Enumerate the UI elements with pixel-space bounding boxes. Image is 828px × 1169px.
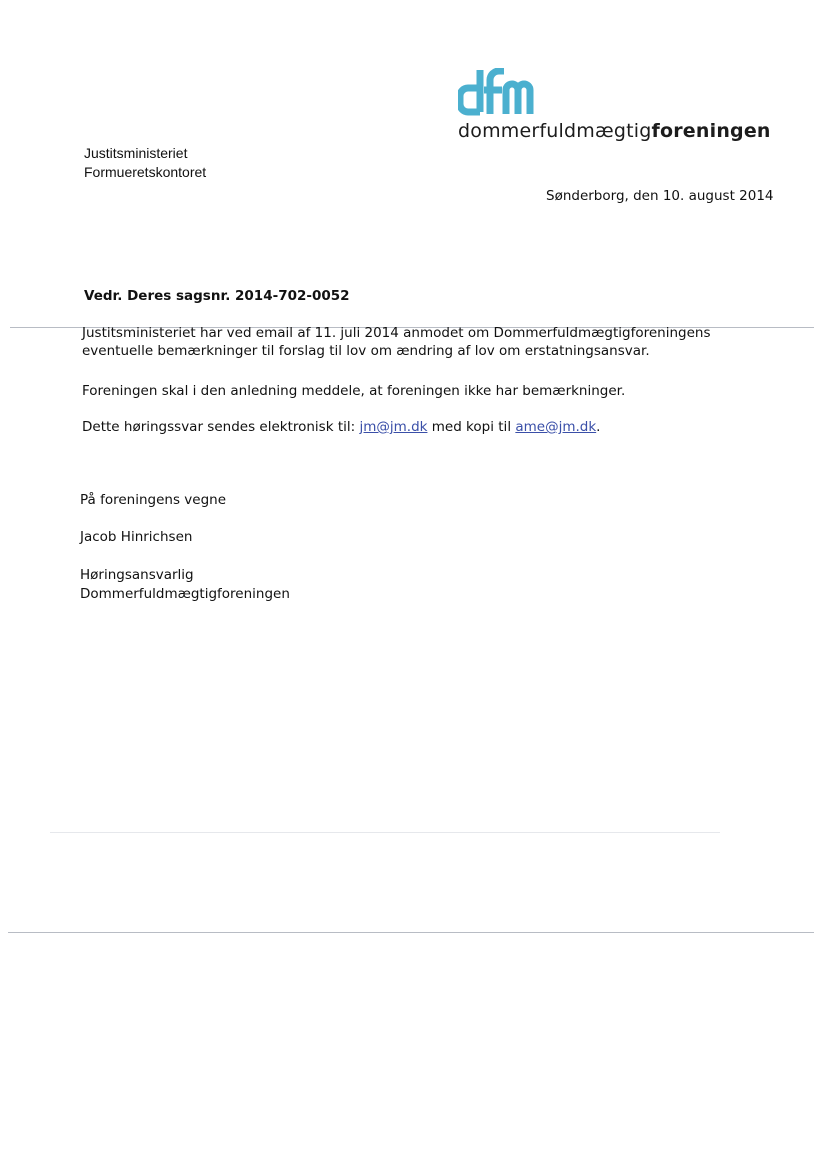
p3-prefix: Dette høringssvar sendes elektronisk til: (82, 419, 360, 435)
body-paragraph-1-line-1: Justitsministeriet har ved email af 11. juli 2014 anmodet om Dommerfuldmægtigforeningens (82, 325, 711, 341)
body-paragraph-3 (82, 418, 600, 436)
dfm-logo-icon (458, 68, 538, 116)
body-paragraph-1-line-2: eventuelle bemærkninger til forslag til lov om ændring af lov om erstatningsansvar. (82, 343, 650, 359)
p3-suffix: . (596, 419, 601, 435)
letter-subject: Vedr. Deres sagsnr. 2014-702-0052 (84, 288, 350, 304)
p3-middle: med kopi til (427, 419, 516, 435)
scan-artifact-line (50, 832, 720, 833)
body-paragraph-2: Foreningen skal i den anledning meddele, at foreningen ikke har bemærkninger. (82, 383, 626, 399)
recipient-line-1: Justitsministeriet (84, 145, 188, 161)
recipient-line-2: Formueretskontoret (84, 164, 207, 180)
recipient-address (84, 144, 206, 182)
wordmark-light: dommerfuldmægtig (458, 120, 652, 142)
wordmark-bold: foreningen (651, 120, 771, 142)
signature-name: Jacob Hinrichsen (80, 529, 193, 545)
signature-title: Høringsansvarlig (80, 567, 194, 583)
letter-date: Sønderborg, den 10. august 2014 (546, 188, 774, 204)
email-link-jm[interactable]: jm@jm.dk (359, 419, 428, 435)
signature-closing: På foreningens vegne (80, 492, 227, 508)
email-link-ame[interactable]: ame@jm.dk (515, 419, 597, 435)
scan-artifact-line (8, 932, 814, 933)
body-paragraph-1 (82, 324, 710, 360)
signature-organization: Dommerfuldmægtigforeningen (80, 586, 290, 602)
signature-block (80, 566, 290, 604)
organization-wordmark (458, 120, 771, 142)
